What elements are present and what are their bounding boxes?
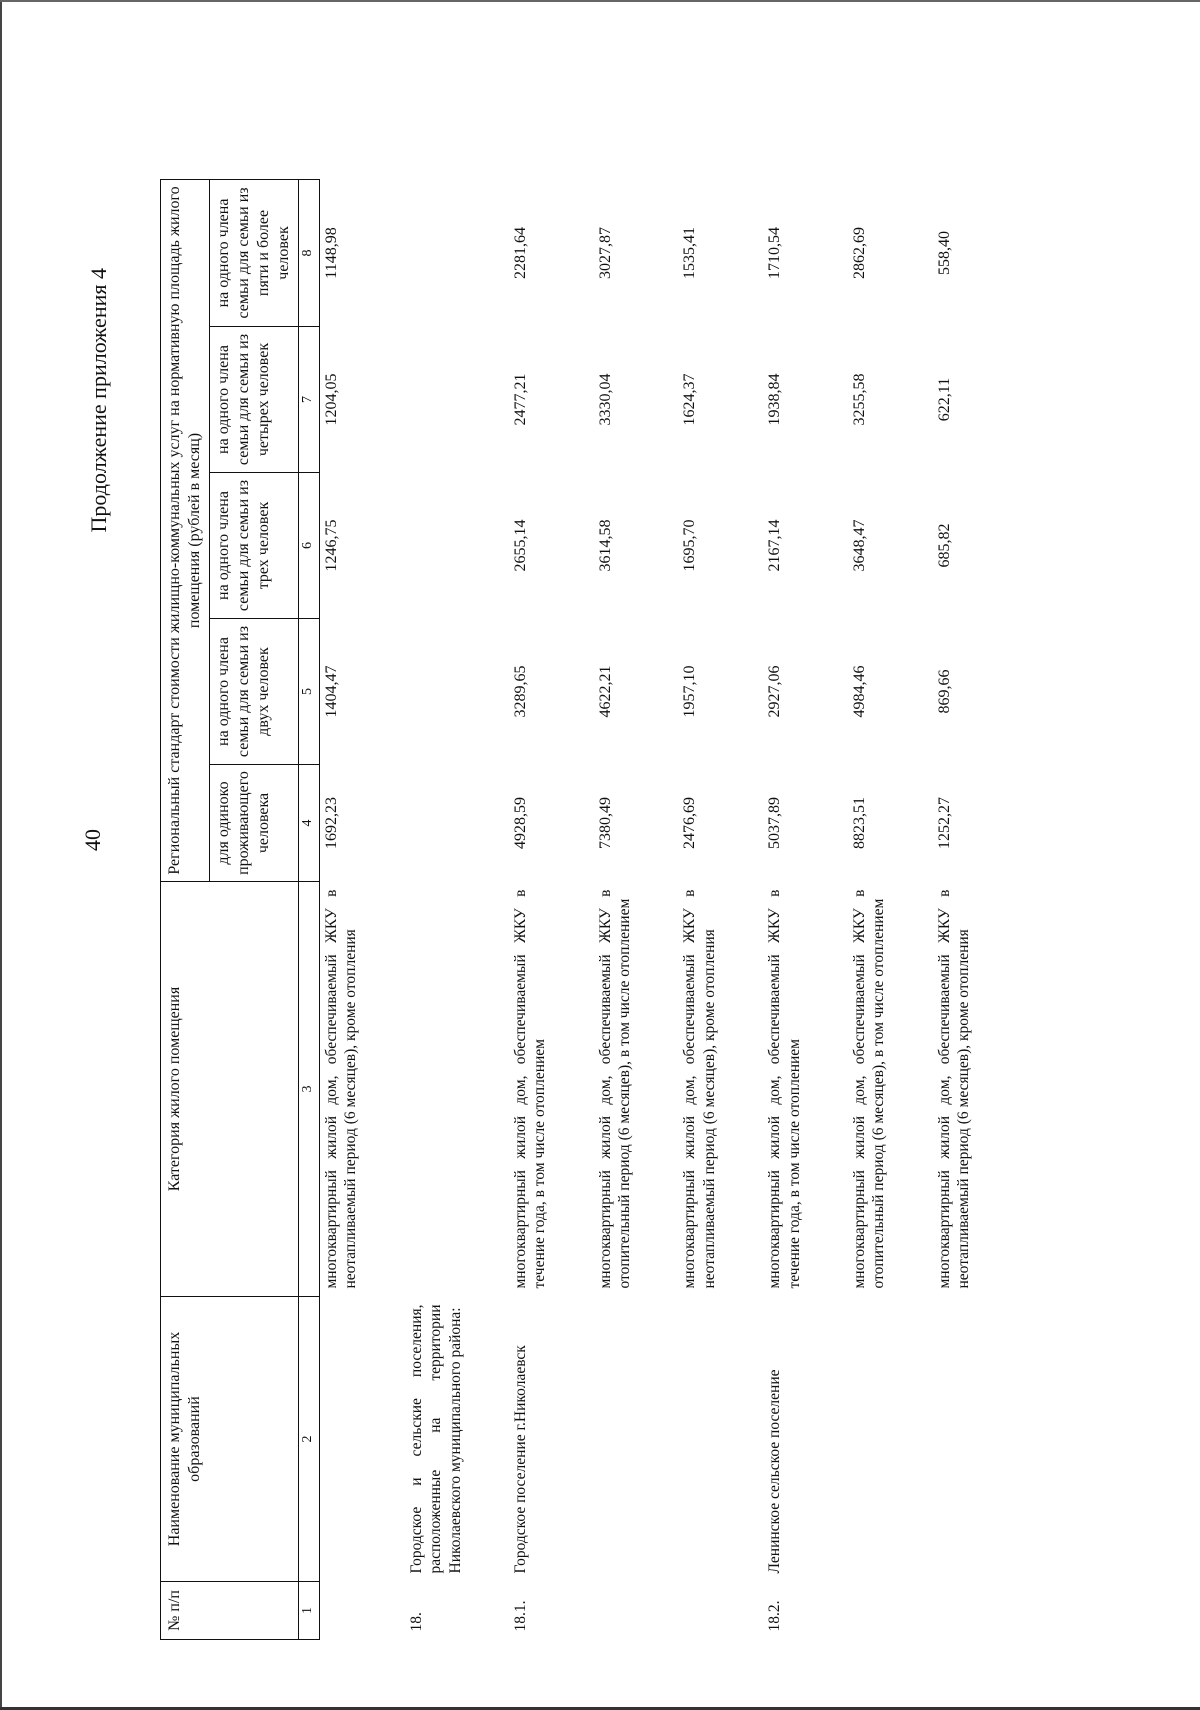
column-number: 8 — [299, 179, 320, 326]
table-row — [848, 179, 891, 1639]
table-row — [933, 179, 976, 1639]
municipality-name: Городское и сельские поселения, расположенные на территории Николаевского муниципального района: — [407, 1304, 464, 1574]
column-number: 1 — [299, 1582, 320, 1640]
row-number — [678, 1582, 721, 1640]
cost-single: 1692,23 — [323, 797, 340, 849]
cost-family-five: 1710,54 — [766, 226, 784, 279]
table-row — [594, 179, 637, 1639]
cost-family-three: 1695,70 — [681, 519, 699, 572]
table-row — [678, 179, 721, 1639]
municipality-name — [594, 1297, 637, 1582]
cost-family-two: 3289,65 — [511, 665, 529, 718]
cost-single: 4928,59 — [511, 797, 529, 849]
cost-family-five: 2862,69 — [850, 226, 868, 279]
cost-family-four: 3255,58 — [850, 373, 868, 426]
cost-family-five: 1535,41 — [681, 226, 699, 279]
header-group-standard: Региональный стандарт стоимости жилищно-коммунальных услуг на нормативную площадь жилого помещения (рублей в месяц) — [161, 179, 210, 881]
cost-single: 5037,89 — [766, 797, 784, 849]
cost-family-two — [405, 619, 467, 765]
housing-cost-table — [160, 179, 975, 1640]
row-number — [320, 1582, 363, 1640]
cost-family-three: 1246,75 — [323, 519, 340, 572]
header-col-municipality: Наименование муниципальных образований — [161, 1297, 299, 1582]
municipality-name: Ленинское сельское поселение — [766, 1369, 784, 1574]
row-number — [594, 1582, 637, 1640]
housing-category — [405, 882, 467, 1297]
municipality-name — [848, 1297, 891, 1582]
cost-family-five — [405, 179, 467, 326]
cost-family-three: 3648,47 — [850, 519, 868, 572]
column-number: 3 — [299, 882, 320, 1297]
cost-family-five: 3027,87 — [596, 226, 614, 279]
column-number: 7 — [299, 327, 320, 473]
municipality-name: Городское поселение г.Николаевск — [511, 1345, 529, 1574]
row-number — [848, 1582, 891, 1640]
header-col-single: для одиноко проживающего человека — [210, 765, 299, 882]
table-row — [763, 179, 806, 1639]
housing-category: многоквартирный жилой дом, обеспечиваемый ЖКУ в отопительный период (6 месяцев), в том числе отоплением — [850, 889, 888, 1289]
cost-family-four: 2477,21 — [511, 373, 529, 426]
cost-single: 7380,49 — [596, 797, 614, 849]
cost-family-three: 2655,14 — [511, 519, 529, 572]
cost-single: 1252,27 — [935, 797, 953, 849]
cost-family-two: 4984,46 — [850, 665, 868, 718]
cost-family-two: 2927,06 — [766, 665, 784, 718]
cost-single — [405, 765, 467, 882]
cost-family-five: 1148,98 — [323, 227, 340, 279]
cost-family-four: 1624,37 — [681, 373, 699, 426]
municipality-name — [320, 1297, 363, 1582]
header-col-family-three: на одного члена семьи для семьи из трех человек — [210, 473, 299, 619]
column-number: 6 — [299, 473, 320, 619]
cost-family-four: 3330,04 — [596, 373, 614, 426]
cost-family-four: 1204,05 — [323, 373, 340, 426]
header-col-family-two: на одного члена семьи для семьи из двух человек — [210, 619, 299, 765]
cost-family-four: 1938,84 — [766, 373, 784, 426]
row-number: 18.2. — [766, 1600, 784, 1632]
cost-family-three: 2167,14 — [766, 519, 784, 572]
cost-family-two: 4622,21 — [596, 665, 614, 718]
cost-family-four: 622,11 — [935, 377, 953, 422]
housing-category: многоквартирный жилой дом, обеспечиваемый ЖКУ в неотапливаемый период (6 месяцев), кроме отопления — [935, 889, 972, 1289]
cost-family-two: 869,66 — [935, 669, 953, 714]
cost-family-two: 1957,10 — [681, 665, 699, 718]
header-col-family-five: на одного члена семьи для семьи из пяти и более человек — [210, 179, 299, 326]
header-col-number: № п/п — [161, 1582, 299, 1640]
row-number: 18. — [407, 1612, 425, 1632]
header-col-category: Категория жилого помещения — [161, 882, 299, 1297]
column-number: 4 — [299, 765, 320, 882]
cost-family-three: 3614,58 — [596, 519, 614, 572]
cost-family-three: 685,82 — [935, 523, 953, 568]
table-row — [509, 179, 552, 1639]
cost-family-two: 1404,47 — [323, 665, 340, 718]
column-number: 2 — [299, 1297, 320, 1582]
cost-family-four — [405, 327, 467, 473]
cost-family-three — [405, 473, 467, 619]
housing-category: многоквартирный жилой дом, обеспечиваемый ЖКУ в течение года, в том числе отоплением — [766, 889, 803, 1289]
table-row — [320, 179, 363, 1639]
housing-category: многоквартирный жилой дом, обеспечиваемый ЖКУ в отопительный период (6 месяцев), в том числе отоплением — [596, 889, 633, 1289]
municipality-name — [678, 1297, 721, 1582]
row-number: 18.1. — [511, 1600, 529, 1632]
municipality-name — [933, 1297, 976, 1582]
row-number — [933, 1582, 976, 1640]
appendix-heading: Продолжение приложения 4 — [86, 268, 111, 533]
cost-family-five: 558,40 — [935, 230, 953, 275]
housing-category: многоквартирный жилой дом, обеспечиваемый ЖКУ в течение года, в том числе отоплением — [511, 889, 549, 1289]
page-number: 40 — [80, 829, 105, 851]
housing-category: многоквартирный жилой дом, обеспечиваемый ЖКУ в неотапливаемый период (6 месяцев), кроме отопления — [323, 889, 360, 1289]
cost-single: 8823,51 — [850, 797, 868, 849]
housing-category: многоквартирный жилой дом, обеспечиваемый ЖКУ в неотапливаемый период (6 месяцев), кроме отопления — [681, 889, 718, 1289]
column-number: 5 — [299, 619, 320, 765]
cost-family-five: 2281,64 — [511, 226, 529, 279]
cost-single: 2476,69 — [681, 797, 699, 849]
table-row — [405, 179, 467, 1639]
header-col-family-four: на одного члена семьи для семьи из четырех человек — [210, 327, 299, 473]
